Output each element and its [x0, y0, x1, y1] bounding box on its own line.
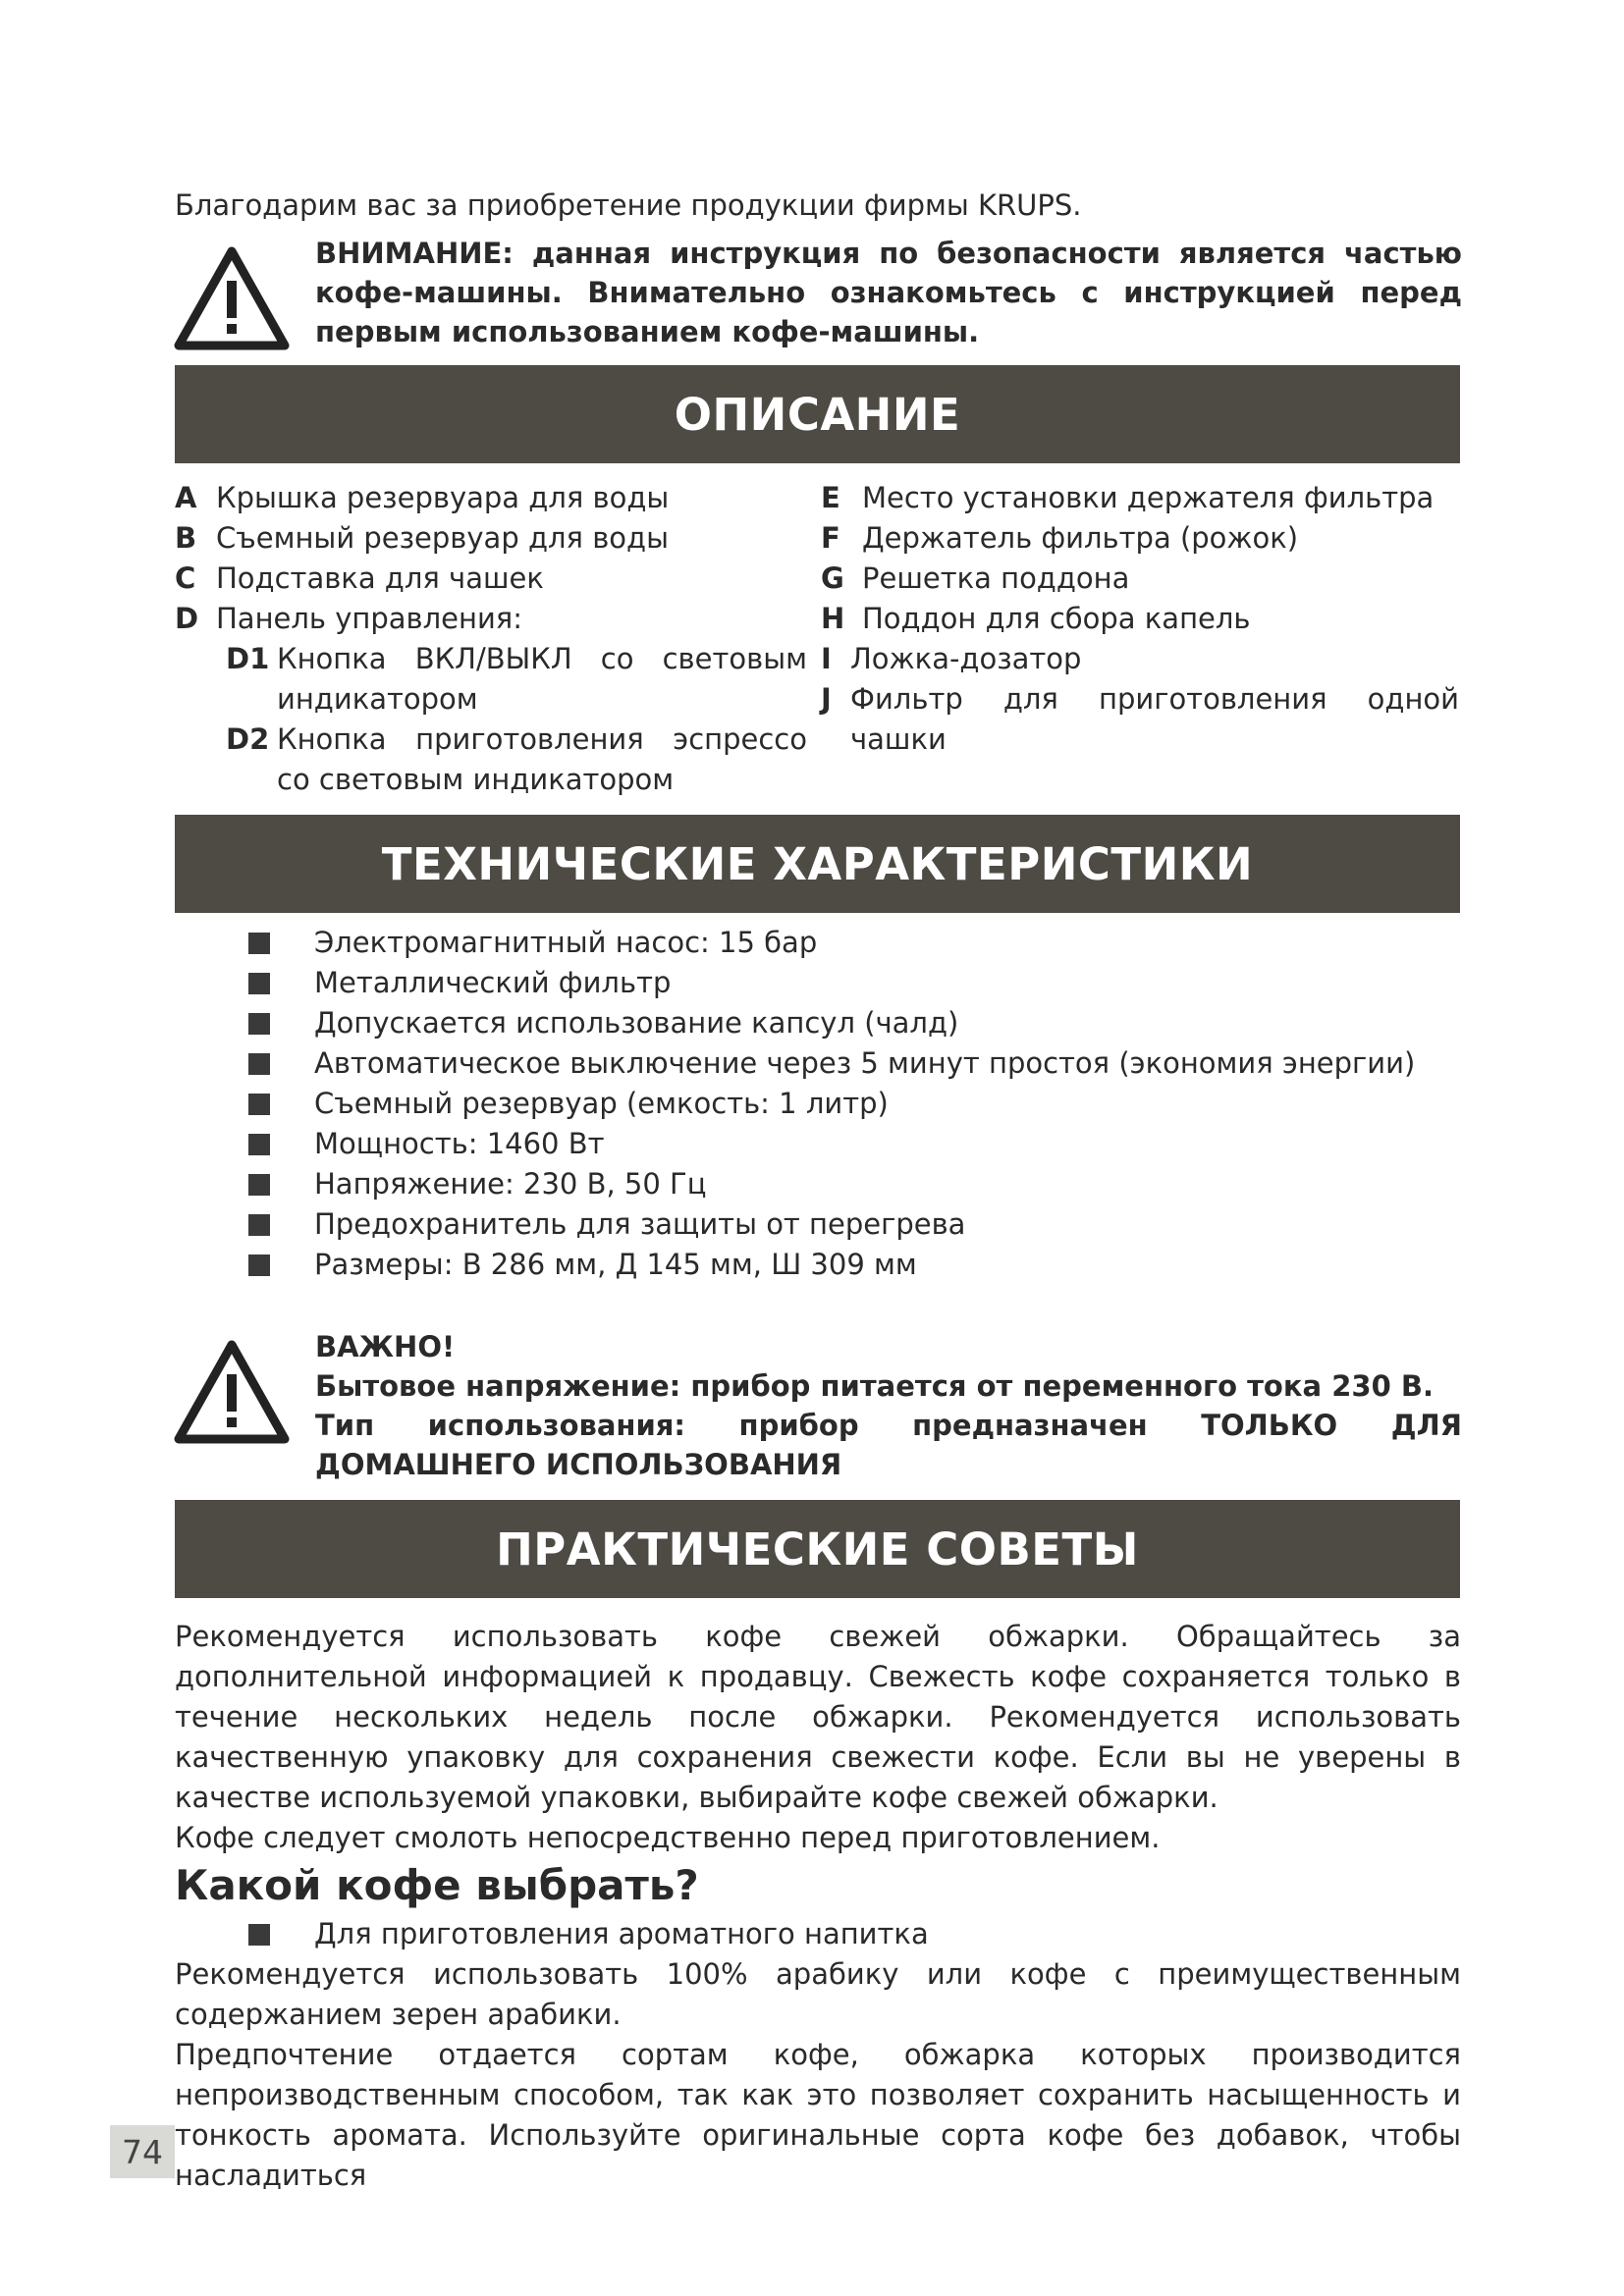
- list-item: Съемный резервуар (емкость: 1 литр): [248, 1084, 1415, 1124]
- list-item: F Держатель фильтра (рожок): [821, 521, 1299, 555]
- list-item: D1 Кнопка ВКЛ/ВЫКЛ со световым индикатором: [226, 642, 807, 716]
- list-item: Предохранитель для защиты от перегрева: [248, 1204, 1415, 1245]
- bullet-square-icon: [248, 1174, 270, 1196]
- warning-safety-text: ВНИМАНИЕ: данная инструкция по безопасности является частью кофе-машины. Внимательно ознакомьтесь с инструкцией перед первым использованием кофе-машины.: [315, 237, 1462, 348]
- page-number: 74: [110, 2125, 175, 2178]
- list-item: Автоматическое выключение через 5 минут простоя (экономия энергии): [248, 1043, 1415, 1084]
- list-item: A Крышка резервуара для воды: [175, 481, 670, 514]
- list-item: Для приготовления ароматного напитка: [248, 1914, 929, 1954]
- specs-list: [248, 923, 1415, 1285]
- tips-paragraph-1: Рекомендуется использовать кофе свежей обжарки. Обращайтесь за дополнительной информацией к продавцу. Свежесть кофе сохраняется только в течение нескольких недель после обжарки. Рекомендуется использовать качественную упаковку для сохранения свежести кофе. Если вы не уверены в качестве используемой упаковки, выбирайте кофе свежей обжарки.: [175, 1620, 1461, 1814]
- warning-voltage-text: Бытовое напряжение: прибор питается от переменного тока 230 В.: [315, 1369, 1434, 1403]
- list-item: Размеры: В 286 мм, Д 145 мм, Ш 309 мм: [248, 1245, 1415, 1285]
- description-left-column: [175, 478, 807, 800]
- tips-paragraph-4: Предпочтение отдается сортам кофе, обжарка которых производится непроизводственным способом, так как это позволяет сохранить насыщенность и тонкость аромата. Используйте оригинальные сорта кофе без добавок, чтобы насладиться: [175, 2038, 1461, 2192]
- bullet-square-icon: [248, 1094, 270, 1115]
- coffee-choice-heading: Какой кофе выбрать?: [175, 1861, 699, 1909]
- tips-paragraph-3: Рекомендуется использовать 100% арабику или кофе с преимущественным содержанием зерен арабики.: [175, 1957, 1461, 2031]
- list-item: Мощность: 1460 Вт: [248, 1124, 1415, 1164]
- list-item: D Панель управления:: [175, 602, 523, 635]
- list-item: Электромагнитный насос: 15 бар: [248, 923, 1415, 963]
- warning-title: ВАЖНО!: [315, 1330, 456, 1363]
- warning-usage-text: Тип использования: прибор предназначен ТОЛЬКО ДЛЯ ДОМАШНЕГО ИСПОЛЬЗОВАНИЯ: [315, 1409, 1462, 1481]
- list-item: E Место установки держателя фильтра: [821, 481, 1435, 514]
- intro-text: Благодарим вас за приобретение продукции фирмы KRUPS.: [175, 188, 1082, 222]
- warning-important-block: [315, 1327, 1462, 1484]
- bullet-square-icon: [248, 1053, 270, 1075]
- list-item: C Подставка для чашек: [175, 561, 544, 595]
- description-right-column: [821, 478, 1459, 760]
- list-item: D2 Кнопка приготовления эспрессо со световым индикатором: [226, 722, 807, 796]
- section-header-description: ОПИСАНИЕ: [175, 365, 1460, 463]
- bullet-square-icon: [248, 1134, 270, 1155]
- warning-triangle-icon: [173, 1337, 291, 1445]
- list-item: Металлический фильтр: [248, 963, 1415, 1003]
- bullet-square-icon: [248, 1214, 270, 1236]
- bullet-square-icon: [248, 1013, 270, 1035]
- list-item: H Поддон для сбора капель: [821, 602, 1251, 635]
- section-header-specs: ТЕХНИЧЕСКИЕ ХАРАКТЕРИСТИКИ: [175, 815, 1460, 913]
- bullet-square-icon: [248, 1255, 270, 1276]
- list-item: I Ложка-дозатор: [821, 642, 1082, 675]
- list-item: J Фильтр для приготовления одной чашки: [821, 682, 1459, 756]
- list-item: Допускается использование капсул (чалд): [248, 1003, 1415, 1043]
- bullet-square-icon: [248, 1924, 270, 1946]
- warning-triangle-icon: [173, 243, 291, 351]
- bullet-square-icon: [248, 933, 270, 954]
- bullet-square-icon: [248, 973, 270, 994]
- list-item: B Съемный резервуар для воды: [175, 521, 669, 555]
- list-item: Напряжение: 230 В, 50 Гц: [248, 1164, 1415, 1204]
- tips-paragraph-2: Кофе следует смолоть непосредственно перед приготовлением.: [175, 1821, 1161, 1854]
- list-item: G Решетка поддона: [821, 561, 1130, 595]
- section-header-tips: ПРАКТИЧЕСКИЕ СОВЕТЫ: [175, 1500, 1460, 1598]
